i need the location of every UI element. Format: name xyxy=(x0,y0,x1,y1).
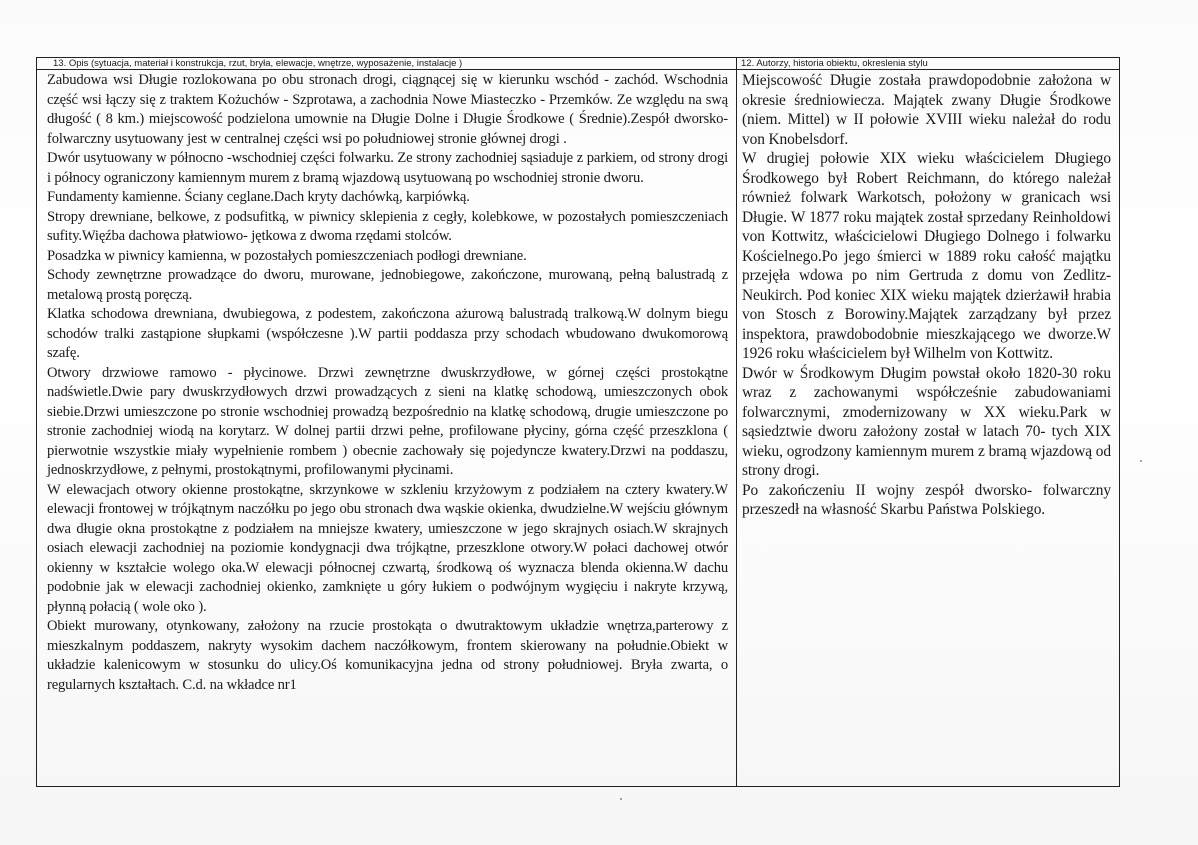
history-column xyxy=(737,58,1119,786)
description-column xyxy=(37,58,737,786)
paragraph-origin: Miejscowość Długie została prawdopodobnie założona w okresie średniowiecza. Majątek zwany Długie Środkowe (niem. Mittel) w II połowie XVIII wieku należał do rodu von Knobelsdorf. xyxy=(742,72,1111,148)
form-table xyxy=(36,57,1120,787)
paragraph-location: Zabudowa wsi Długie rozlokowana po obu stronach drogi, ciągnącej się w kierunku wschód - zachód. Wschodnia część wsi łączy się z traktem Kożuchów - Szprotawa, a zachodnia Nowe Miasteczko - Przemków. Ze względu na swą długość ( 8 km.) miejscowość podzielona umownie na Długie Dolne i Długie Środkowe ( Średnie).Zespół dworsko- folwarczny usytuowany jest w centralnej części wsi po południowej stronie głównej drogi . xyxy=(47,72,728,147)
paragraph-doors: Otwory drzwiowe ramowo - płycinowe. Drzwi zewnętrzne dwuskrzydłowe, w górnej części prostokątne nadświetle.Dwie pary dwuskrzydłowych drzwi prowadzących z sieni na klatkę schodową, umieszczonych obok siebie.Drzwi umieszczone po stronie wschodniej prowadzą bezpośrednio na klatkę schodową, drugie umieszczone po stronie zachodniej wiodą na korytarz. W dolnej partii drzwi pełne, profilowane płyciny, górna część przeszklona ( pierwotnie wszystkie miały wypełnienie rombem ) obecnie zachowały się pojedyncze kwatery.Drzwi na poddaszu, jednoskrzydłowe, z pełnymi, prostokątnymi, profilowanymi płycinami. xyxy=(47,364,728,478)
paragraph-construction: Dwór w Środkowym Długim powstał około 1820-30 roku wraz z zachowanymi współcześnie zabudowaniami folwarcznymi, zmodernizowany w XX wieku.Park w sąsiedztwie dworu założony został w latach 70- tych XIX wieku, ogrodzony kamiennym murem z bramą wjazdową od strony drogi. xyxy=(742,364,1111,479)
description-header: 13. Opis (sytuacja, materiał i konstrukcja, rzut, bryła, elewacje, wnętrze, wyposażenie, instalacje ) xyxy=(37,58,736,70)
history-body xyxy=(737,70,1119,520)
history-header: 12. Autorzy, historia obiektu, okreslenia stylu xyxy=(737,58,1119,70)
paragraph-external-stairs: Schody zewnętrzne prowadzące do dworu, murowane, jednobiegowe, zakończone, murowaną, pełną balustradą z metalową prostą poręczą. xyxy=(47,267,728,303)
paragraph-structure: Obiekt murowany, otynkowany, założony na rzucie prostokąta o dwutraktowym układzie wnętrza,parterowy z mieszkalnym poddaszem, nakryty wysokim dachem naczółkowym, frontem skierowany na południe.Obiekt w układzie kalenicowym w stosunku do ulicy.Oś komunikacyjna jedna od strony południowej. Bryła zwarta, o regularnych kształtach. C.d. na wkładce nr1 xyxy=(47,618,728,693)
paragraph-owners: W drugiej połowie XIX wieku właścicielem Długiego Środkowego był Robert Reichmann, do którego należał również folwark Warkotsch, położony w granicach wsi Długie. W 1877 roku majątek został sprzedany Reinholdowi von Kottwitz, właścicielowi Długiego Dolnego i folwarku Kościelnego.Po jego śmierci w 1889 roku całość majątku przejęła wdowa po nim Gertruda z domu von Zedlitz- Neukirch. Pod koniec XIX wieku majątek dzierżawił hrabia von Stosch z Borowiny.Majątek zarządzany był przez inspektora, prawdobodobnie mieszkającego we dworze.W 1926 roku właścicielem był Wilhelm von Kottwitz. xyxy=(742,150,1111,362)
paragraph-postwar: Po zakończeniu II wojny zespół dworsko- folwarczny przeszedł na własność Skarbu Państwa Polskiego. xyxy=(742,481,1111,518)
scan-speck xyxy=(1140,460,1142,462)
paragraph-staircase: Klatka schodowa drewniana, dwubiegowa, z podestem, zakończona ażurową balustradą tralkową.W dolnym biegu schodów tralki zastąpione słupkami (współczesne ).W partii poddasza przy schodach wbudowano dwukomorową szafę. xyxy=(47,306,728,361)
paragraph-floors: Posadzka w piwnicy kamienna, w pozostałych pomieszczeniach podłogi drewniane. xyxy=(47,247,527,264)
paragraph-windows: W elewacjach otwory okienne prostokątne, skrzynkowe w szkleniu krzyżowym z podziałem na cztery kwatery.W elewacji frontowej w trójkątnym naczółku po jego obu stronach dwa wąskie okienka, dwudzielne.W wejściu głównym dwa długie okna prostokątne z podziałem na mniejsze kwatery, umieszczone w jego skrajnych osiach.W skrajnych osiach elewacji zachodniej na poziomie kondygnacji dwa trójkątne, przeszklone otwory.W połaci dachowej otwór okienny w kształcie wolego oka.W elewacji północnej czwartą, środkową oś wyznacza blenda okienna.W dachu podobnie jak w elewacji zachodniej okienko, zamknięte u góry łukiem o podwójnym wygięciu i nakryte krzywą, płynną połacią ( wole oko ). xyxy=(47,481,728,615)
description-body xyxy=(37,70,736,695)
scan-speck xyxy=(620,798,622,800)
paragraph-ceilings: Stropy drewniane, belkowe, z podsufitką, w piwnicy sklepienia z cegły, kolebkowe, w pozostałych pomieszczeniach sufity.Więźba dachowa płatwiowo- jętkowa z dwoma rzędami stolców. xyxy=(47,208,728,244)
paragraph-foundations: Fundamenty kamienne. Ściany ceglane.Dach kryty dachówką, karpiówką. xyxy=(47,189,470,205)
paragraph-manor-position: Dwór usytuowany w północno -wschodniej części folwarku. Ze strony zachodniej sąsiaduje z parkiem, od strony drogi i północy ograniczony kamiennym murem z bramą wjazdową usytuowaną po wschodniej stronie dworu. xyxy=(47,150,728,186)
